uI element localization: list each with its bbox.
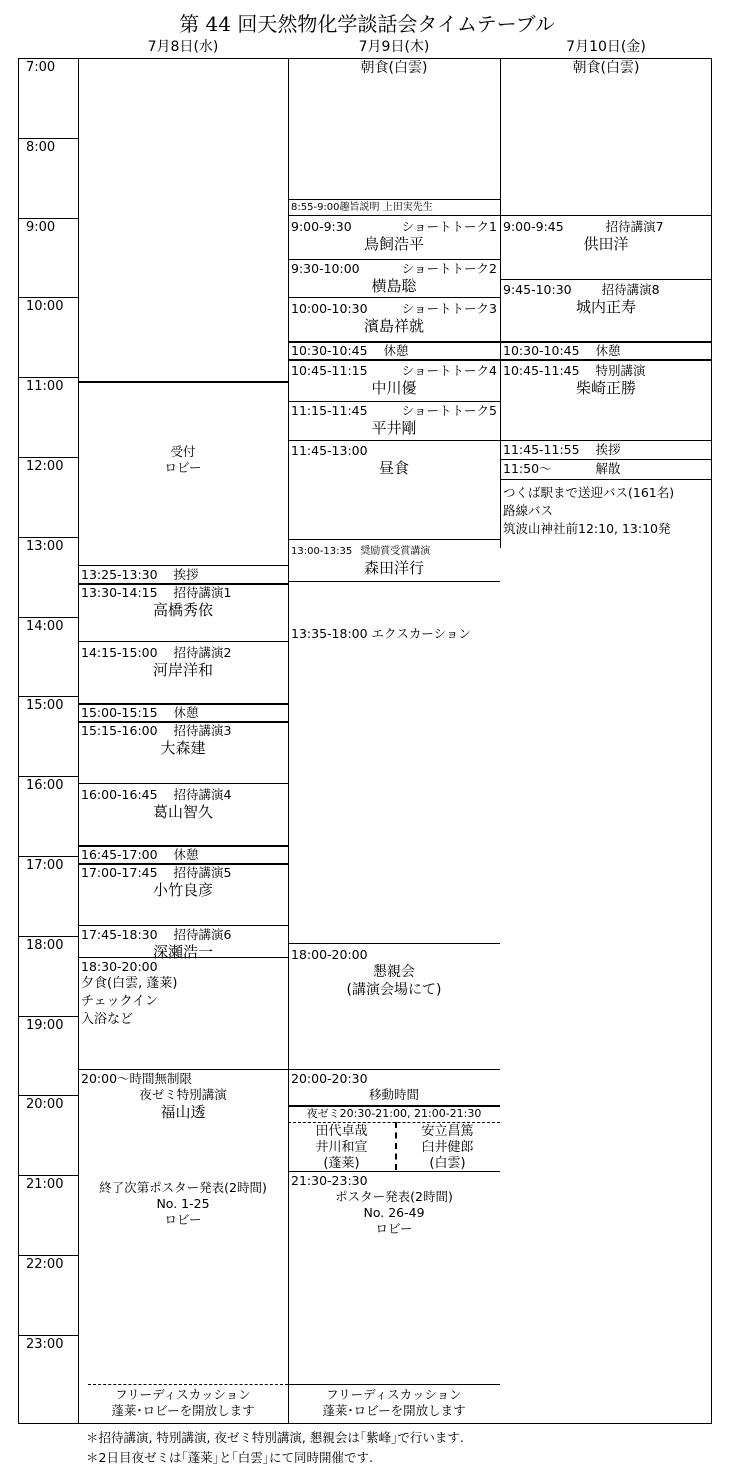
hour-label: 17:00: [26, 858, 64, 873]
hour-rule: [18, 218, 78, 219]
hour-label: 14:00: [26, 619, 64, 634]
hour-rule: [18, 617, 78, 618]
day2-short-talk5: 11:15-11:45 ショートトーク5 平井剛: [291, 403, 497, 437]
hour-label: 8:00: [26, 140, 56, 155]
hour-rule: [18, 1335, 78, 1336]
day2-party: 18:00-20:00 懇親会 (講演会場にて): [291, 947, 442, 998]
page-title: 第 44 回天然物化学談話会タイムテーブル: [179, 12, 555, 36]
day3-talk7: 9:00-9:45 招待講演7 供田洋: [503, 219, 664, 253]
hour-label: 22:00: [26, 1257, 64, 1272]
day3-break: 10:30-10:45 休憩: [503, 343, 621, 358]
day2-rule: [288, 297, 500, 298]
hour-label: 7:00: [26, 60, 56, 75]
day2-short-talk2: 9:30-10:00 ショートトーク2 横島聡: [291, 261, 497, 295]
hour-label: 11:00: [26, 379, 64, 394]
day3-rule: [500, 359, 712, 361]
hour-rule: [18, 537, 78, 538]
day2-award-lecture: 13:00-13:35 奨励賞受賞講演 森田洋行: [291, 546, 431, 577]
hour-label: 10:00: [26, 299, 64, 314]
day2-intro: 8:55-9:00趣旨説明 上田実先生: [291, 202, 433, 213]
hour-rule: [18, 377, 78, 378]
day2-seminar-hakuun: 安立昌篤 臼井健郎 (白雲): [421, 1124, 474, 1171]
day1-talk2: 14:15-15:00 招待講演2 河岸洋和: [81, 645, 232, 679]
day3-talk8: 9:45-10:30 招待講演8 城内正寿: [503, 282, 660, 316]
day3-rule: [500, 215, 712, 216]
hour-label: 20:00: [26, 1097, 64, 1112]
hour-rule: [18, 138, 78, 139]
hour-rule: [18, 1175, 78, 1176]
day1-poster: 終了次第ポスター発表(2時間) No. 1-25 ロビー: [99, 1180, 267, 1227]
day2-short-talk4: 10:45-11:15 ショートトーク4 中川優: [291, 363, 497, 397]
day1-talk1: 13:30-14:15 招待講演1 高橋秀依: [81, 585, 232, 619]
day2-poster: 21:30-23:30 ポスター発表(2時間) No. 26-49 ロビー: [291, 1173, 453, 1236]
hour-rule: [18, 1016, 78, 1017]
day2-seminar-header: 夜ゼミ20:30-21:00, 21:00-21:30: [306, 1107, 482, 1120]
day3-breakfast: 朝食(白雲): [572, 60, 640, 76]
hour-label: 12:00: [26, 459, 64, 474]
hour-label: 18:00: [26, 938, 64, 953]
day2-rule: [288, 539, 500, 540]
day1-talk6: 17:45-18:30 招待講演6 深瀬浩一: [81, 927, 232, 961]
hour-rule: [18, 696, 78, 697]
hour-rule: [18, 1095, 78, 1096]
day2-lunch: 11:45-13:00 昼食: [291, 443, 409, 477]
day2-rule: [288, 215, 500, 216]
day1-greeting: 13:25-13:30 挨拶: [81, 567, 199, 582]
day1-rule: [88, 1384, 288, 1385]
hour-rule: [18, 776, 78, 777]
day2-moving-time: 20:00-20:30 移動時間: [291, 1071, 419, 1102]
day2-rule: [288, 440, 500, 441]
day3-rule: [500, 279, 712, 280]
day2-break: 10:30-10:45 休憩: [291, 343, 409, 358]
day1-talk3: 15:15-16:00 招待講演3 大森建: [81, 723, 232, 757]
day2-rule: [288, 943, 500, 944]
footnote-2: ＊2日目夜ゼミは｢蓬莱｣と｢白雲｣にて同時開催です.: [86, 1450, 373, 1465]
day2-short-talk3: 10:00-10:30 ショートトーク3 濱島祥就: [291, 301, 497, 335]
day1-rule: [78, 783, 288, 784]
footnote-1: ＊招待講演, 特別講演, 夜ゼミ特別講演, 懇親会は｢紫峰｣で行います.: [86, 1430, 464, 1445]
day3-greeting: 11:45-11:55 挨拶: [503, 442, 621, 457]
day2-short-talk1: 9:00-9:30 ショートトーク1 鳥飼浩平: [291, 219, 497, 253]
day3-rule: [500, 479, 712, 480]
day2-rule: [288, 581, 500, 582]
hour-rule: [18, 936, 78, 937]
hour-label: 9:00: [26, 220, 56, 235]
hour-rule: [18, 1255, 78, 1256]
day2-seminar-horai: 田代卓哉 井川和宣 (蓬莱): [315, 1124, 368, 1171]
day3-special-lecture: 10:45-11:45 特別講演 柴崎正勝: [503, 363, 646, 397]
hour-label: 19:00: [26, 1018, 64, 1033]
day1-night-seminar: 20:00～時間無制限 夜ゼミ特別講演 福山透: [81, 1071, 227, 1121]
hour-rule: [18, 457, 78, 458]
day2-free-discussion: フリーディスカッション 蓬莱･ロビーを開放します: [322, 1387, 466, 1418]
day3-header: 7月10日(金): [566, 39, 646, 55]
hour-rule: [18, 856, 78, 857]
hour-label: 16:00: [26, 778, 64, 793]
hour-label: 21:00: [26, 1177, 64, 1192]
day1-free-discussion: フリーディスカッション 蓬莱･ロビーを開放します: [111, 1387, 255, 1418]
day1-talk4: 16:00-16:45 招待講演4 葛山智久: [81, 787, 232, 821]
day1-rule: [78, 641, 288, 642]
day1-rule: [78, 381, 288, 383]
hour-label: 13:00: [26, 539, 64, 554]
day2-header: 7月9日(木): [358, 39, 430, 55]
hour-rule: [18, 297, 78, 298]
day1-talk5: 17:00-17:45 招待講演5 小竹良彦: [81, 865, 232, 899]
day2-rule: [288, 359, 500, 361]
day2-excursion: 13:35-18:00 エクスカーション: [291, 626, 471, 641]
day1-reception: 受付 ロビー: [164, 444, 202, 475]
day1-break2: 16:45-17:00 休憩: [81, 847, 199, 862]
day1-header: 7月8日(水): [147, 39, 219, 55]
hour-label: 15:00: [26, 698, 64, 713]
day1-break1: 15:00-15:15 休憩: [81, 705, 199, 720]
day3-dismissal: 11:50～ 解散: [503, 461, 621, 476]
day3-bus-info: つくば駅まで送迎バス(161名) 路線バス 筑波山神社前12:10, 13:10発: [503, 485, 675, 536]
day2-rule: [288, 1384, 500, 1385]
day1-dinner: 18:30-20:00 夕食(白雲, 蓬莱) チェックイン 入浴など: [81, 959, 178, 1027]
hour-label: 23:00: [26, 1337, 64, 1352]
day2-breakfast: 朝食(白雲): [360, 60, 428, 76]
